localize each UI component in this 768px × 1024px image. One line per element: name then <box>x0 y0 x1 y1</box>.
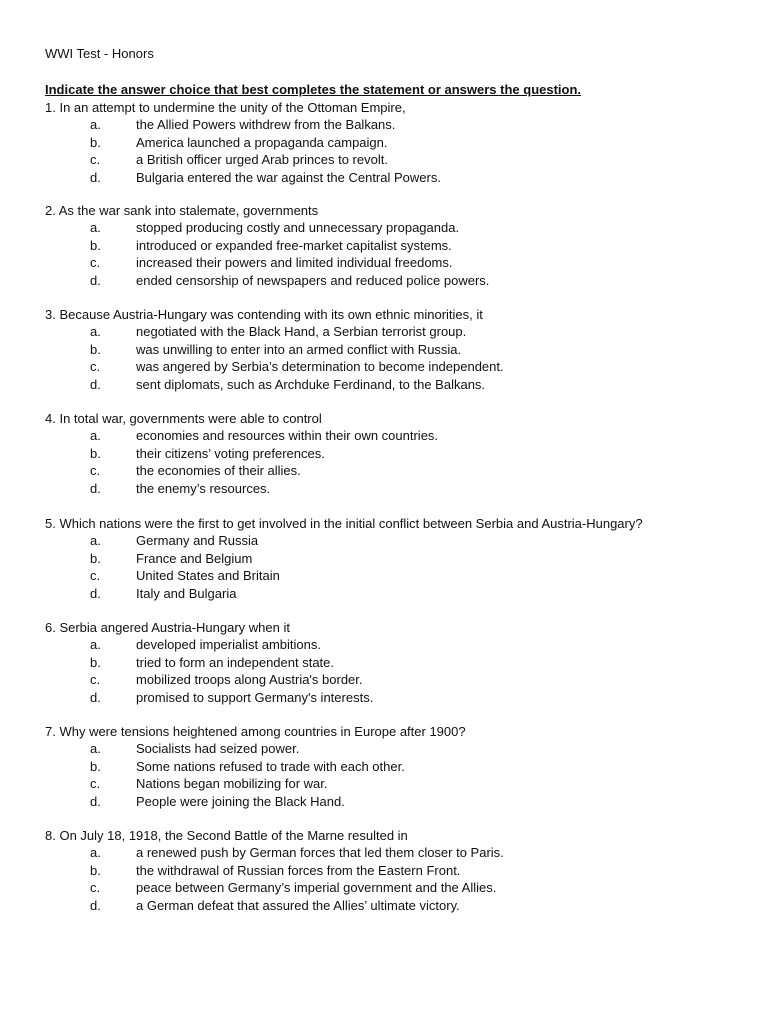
choice-text: People were joining the Black Hand. <box>136 793 345 809</box>
choice-letter: a. <box>90 324 101 340</box>
choice-letter: c. <box>90 255 101 271</box>
choice-text: Some nations refused to trade with each other. <box>136 758 405 774</box>
question-4 <box>45 410 745 497</box>
question-3 <box>45 306 745 393</box>
choice-text: a renewed push by German forces that led them closer to Paris. <box>136 845 504 861</box>
choice-text: America launched a propaganda campaign. <box>136 134 388 150</box>
question-5 <box>45 515 745 602</box>
answer-choice-a <box>45 427 745 444</box>
choice-text: the economies of their allies. <box>136 463 301 479</box>
question-6 <box>45 619 745 706</box>
question-prompt: 6. Serbia angered Austria-Hungary when it <box>45 620 290 635</box>
choice-text: Italy and Bulgaria <box>136 585 237 601</box>
choice-letter: b. <box>90 654 101 670</box>
answer-choice-d <box>45 793 745 810</box>
choice-letter: b. <box>90 134 101 150</box>
choice-letter: b. <box>90 862 101 878</box>
answer-choice-c <box>45 775 745 792</box>
choice-text: Socialists had seized power. <box>136 741 300 757</box>
answer-choice-b <box>45 550 745 567</box>
answer-choice-a <box>45 323 745 340</box>
answer-choice-a <box>45 844 745 861</box>
answer-choice-d <box>45 272 745 289</box>
choice-text: was angered by Serbia’s determination to become independent. <box>136 359 504 375</box>
choice-letter: a. <box>90 220 101 236</box>
choice-letter: c. <box>90 359 101 375</box>
choice-text: a German defeat that assured the Allies’ ultimate victory. <box>136 897 460 913</box>
choice-letter: d. <box>90 169 101 185</box>
choice-letter: d. <box>90 480 101 496</box>
question-prompt: 3. Because Austria-Hungary was contending with its own ethnic minorities, it <box>45 307 483 322</box>
instructions-heading: Indicate the answer choice that best completes the statement or answers the question. <box>45 82 582 97</box>
choice-letter: a. <box>90 117 101 133</box>
choice-text: Bulgaria entered the war against the Central Powers. <box>136 169 441 185</box>
question-prompt: 2. As the war sank into stalemate, governments <box>45 203 319 218</box>
answer-choice-a <box>45 532 745 549</box>
choice-text: Nations began mobilizing for war. <box>136 776 328 792</box>
answer-choice-a <box>45 116 745 133</box>
choice-letter: c. <box>90 672 101 688</box>
choice-text: stopped producing costly and unnecessary propaganda. <box>136 220 460 236</box>
answer-choice-d <box>45 480 745 497</box>
answer-choice-c <box>45 567 745 584</box>
choice-text: was unwilling to enter into an armed conflict with Russia. <box>136 341 462 357</box>
choice-letter: b. <box>90 758 101 774</box>
choice-letter: c. <box>90 463 101 479</box>
choice-letter: d. <box>90 376 101 392</box>
choice-text: negotiated with the Black Hand, a Serbian terrorist group. <box>136 324 467 340</box>
choice-text: the enemy’s resources. <box>136 480 271 496</box>
answer-choice-b <box>45 654 745 671</box>
choice-text: promised to support Germany's interests. <box>136 689 374 705</box>
choice-letter: a. <box>90 428 101 444</box>
choice-letter: c. <box>90 776 101 792</box>
question-prompt: 7. Why were tensions heightened among countries in Europe after 1900? <box>45 724 466 739</box>
question-1 <box>45 99 745 186</box>
choice-letter: a. <box>90 741 101 757</box>
choice-letter: d. <box>90 585 101 601</box>
answer-choice-d <box>45 169 745 186</box>
question-prompt: 4. In total war, governments were able to control <box>45 411 322 426</box>
choice-letter: b. <box>90 550 101 566</box>
answer-choice-c <box>45 879 745 896</box>
choice-text: their citizens’ voting preferences. <box>136 445 325 461</box>
choice-letter: b. <box>90 341 101 357</box>
choice-text: the Allied Powers withdrew from the Balkans. <box>136 117 396 133</box>
choice-letter: d. <box>90 897 101 913</box>
question-prompt: 5. Which nations were the first to get involved in the initial conflict between Serbia and Austria-Hungary? <box>45 516 643 531</box>
choice-letter: d. <box>90 793 101 809</box>
answer-choice-c <box>45 671 745 688</box>
choice-letter: b. <box>90 237 101 253</box>
choice-text: peace between Germany’s imperial government and the Allies. <box>136 880 497 896</box>
choice-letter: a. <box>90 637 101 653</box>
answer-choice-c <box>45 254 745 271</box>
answer-choice-d <box>45 376 745 393</box>
choice-text: tried to form an independent state. <box>136 654 335 670</box>
answer-choice-b <box>45 445 745 462</box>
choice-text: the withdrawal of Russian forces from the Eastern Front. <box>136 862 461 878</box>
choice-letter: c. <box>90 568 101 584</box>
question-prompt: 8. On July 18, 1918, the Second Battle of the Marne resulted in <box>45 828 408 843</box>
answer-choice-a <box>45 219 745 236</box>
page-title: WWI Test - Honors <box>45 46 154 61</box>
answer-choice-c <box>45 358 745 375</box>
choice-letter: d. <box>90 272 101 288</box>
question-2 <box>45 202 745 289</box>
question-8 <box>45 827 745 914</box>
choice-text: developed imperialist ambitions. <box>136 637 321 653</box>
choice-text: introduced or expanded free-market capitalist systems. <box>136 237 452 253</box>
answer-choice-b <box>45 134 745 151</box>
choice-text: sent diplomats, such as Archduke Ferdinand, to the Balkans. <box>136 376 486 392</box>
choice-letter: a. <box>90 533 101 549</box>
choice-text: ended censorship of newspapers and reduced police powers. <box>136 272 490 288</box>
question-7 <box>45 723 745 810</box>
choice-text: France and Belgium <box>136 550 253 566</box>
choice-text: economies and resources within their own countries. <box>136 428 439 444</box>
answer-choice-b <box>45 862 745 879</box>
choice-text: Germany and Russia <box>136 533 259 549</box>
answer-choice-c <box>45 462 745 479</box>
answer-choice-d <box>45 689 745 706</box>
answer-choice-a <box>45 636 745 653</box>
choice-letter: c. <box>90 880 101 896</box>
choice-text: mobilized troops along Austria's border. <box>136 672 363 688</box>
answer-choice-d <box>45 585 745 602</box>
answer-choice-b <box>45 237 745 254</box>
choice-letter: d. <box>90 689 101 705</box>
choice-text: United States and Britain <box>136 568 280 584</box>
choice-letter: c. <box>90 152 101 168</box>
answer-choice-b <box>45 758 745 775</box>
question-prompt: 1. In an attempt to undermine the unity of the Ottoman Empire, <box>45 100 406 115</box>
choice-letter: b. <box>90 445 101 461</box>
answer-choice-b <box>45 341 745 358</box>
choice-text: increased their powers and limited individual freedoms. <box>136 255 453 271</box>
answer-choice-c <box>45 151 745 168</box>
choice-text: a British officer urged Arab princes to revolt. <box>136 152 388 168</box>
answer-choice-d <box>45 897 745 914</box>
choice-letter: a. <box>90 845 101 861</box>
answer-choice-a <box>45 740 745 757</box>
